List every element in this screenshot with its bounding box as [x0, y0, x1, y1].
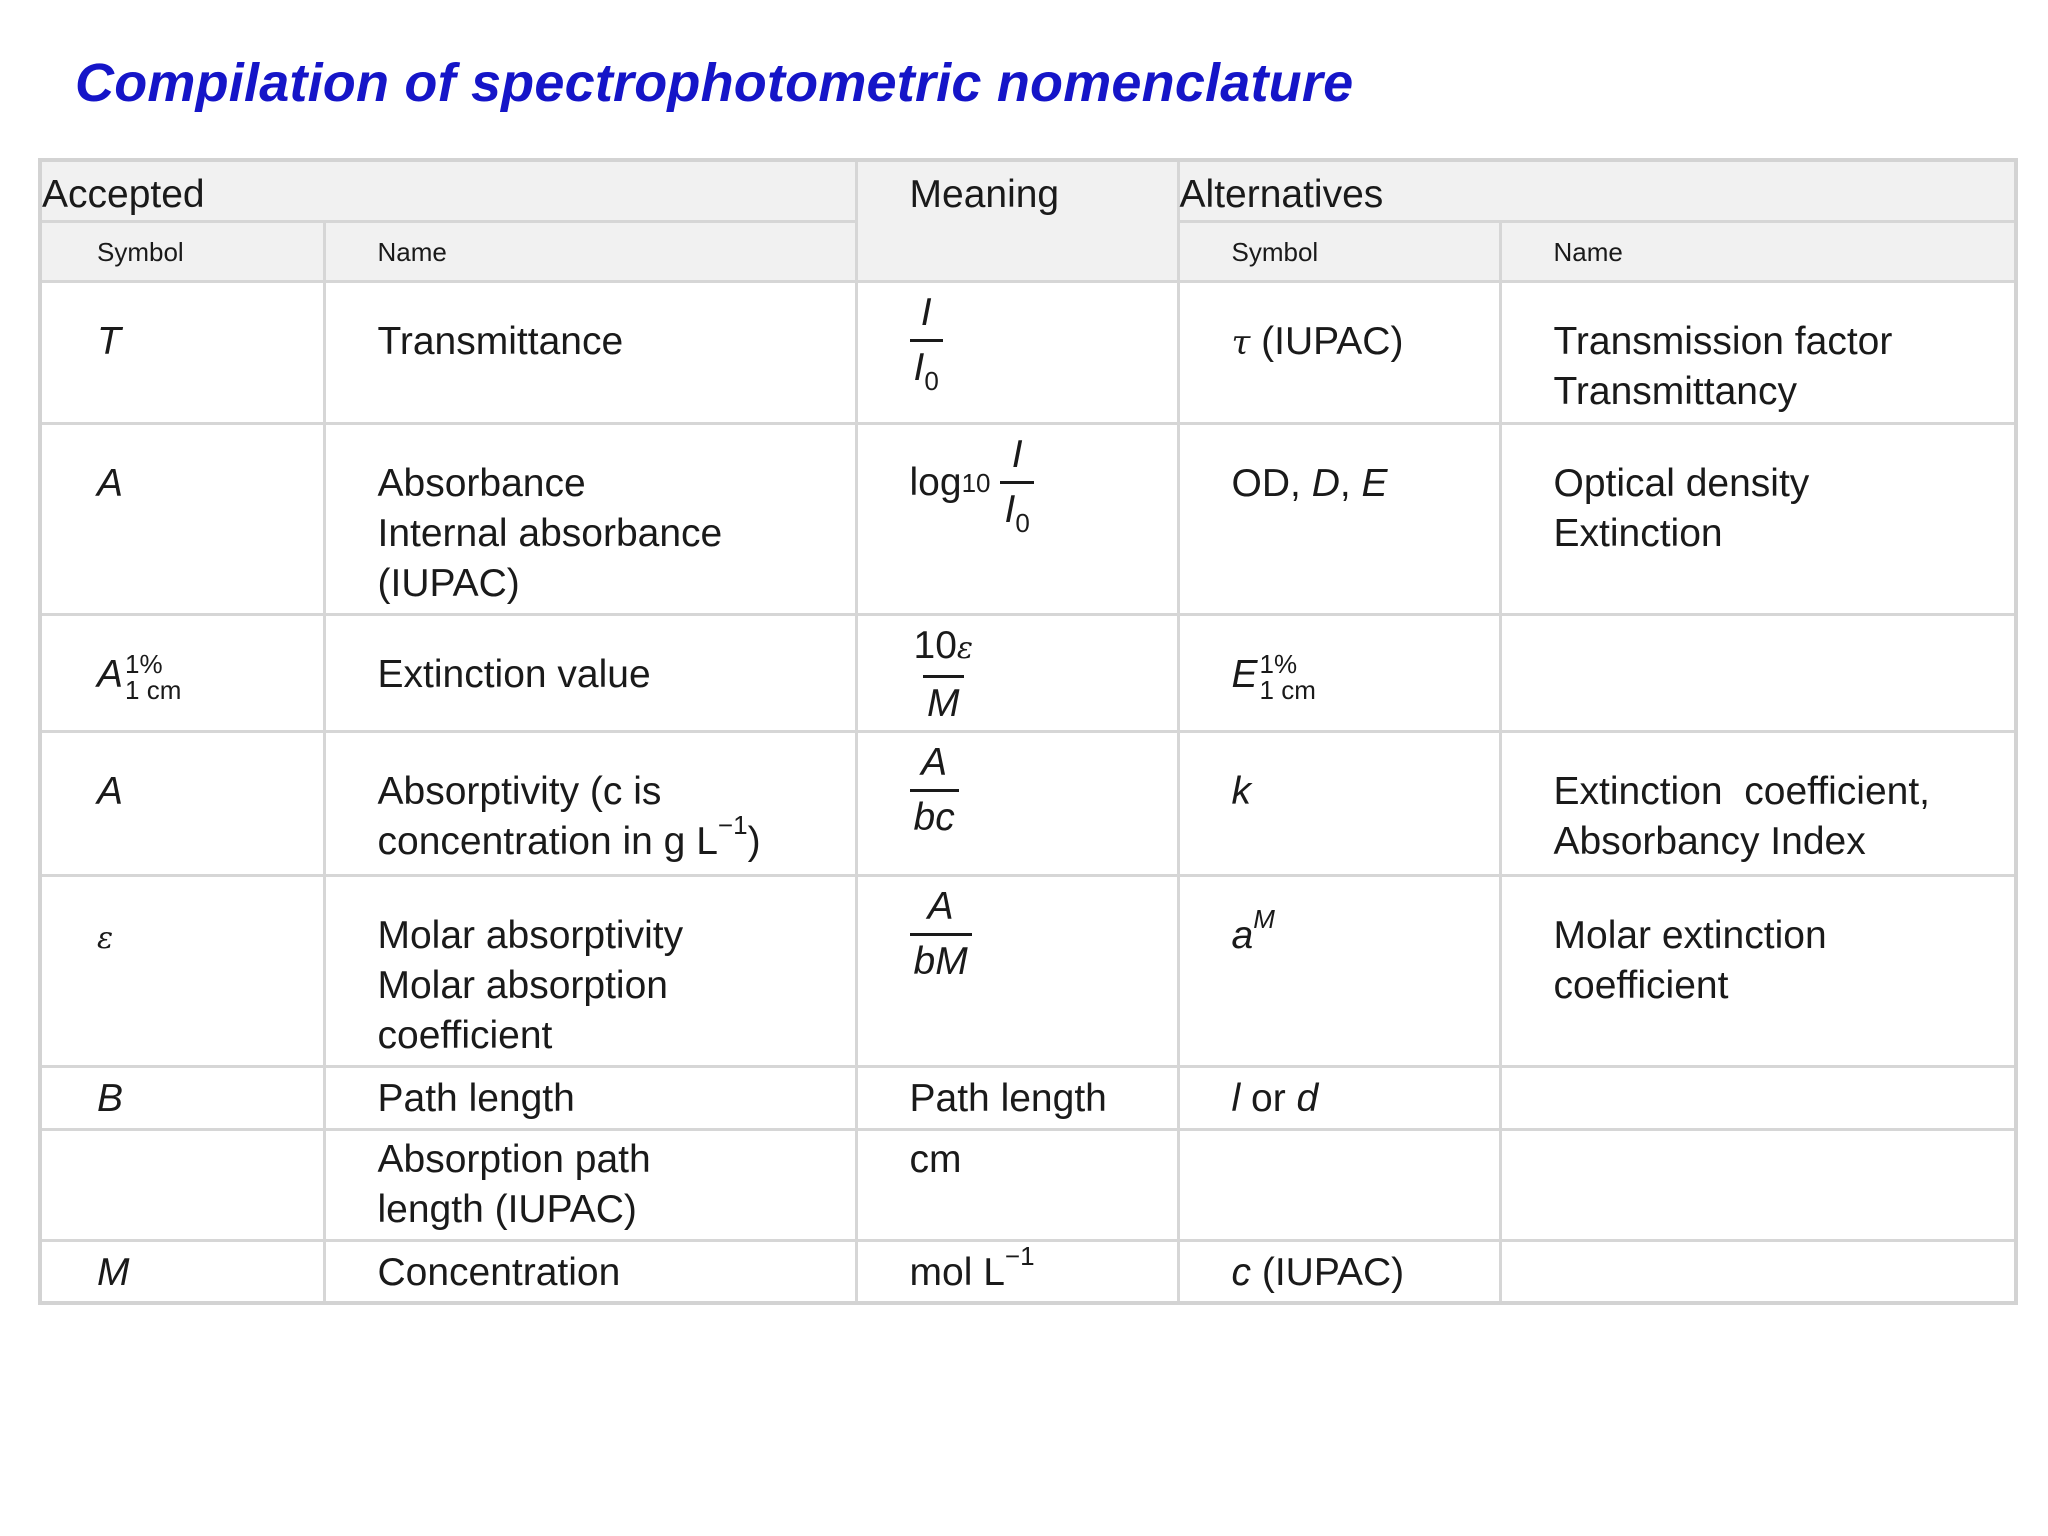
alt-symbol-cell: k — [1178, 732, 1500, 876]
meaning-cell: Path length — [856, 1067, 1178, 1130]
header-symbol: Symbol — [40, 222, 324, 282]
header-alt-name: Name — [1500, 222, 2016, 282]
header-alt-symbol: Symbol — [1178, 222, 1500, 282]
symbol-cell: T — [40, 282, 324, 424]
meaning-cell — [856, 876, 1178, 1067]
alt-name-cell: Transmission factor Transmittancy — [1500, 282, 2016, 424]
alt-name-cell — [1500, 615, 2016, 732]
alt-symbol-cell: l or d — [1178, 1067, 1500, 1130]
meaning-cell: cm — [856, 1130, 1178, 1241]
symbol-cell: M — [40, 1241, 324, 1303]
fraction: $\frac{A}{bc}$ — [910, 737, 959, 844]
fraction: $\frac{I}{I_0}$ — [1000, 429, 1033, 536]
alt-name-cell: Extinction coefficient, Absorbancy Index — [1500, 732, 2016, 876]
name-cell: Concentration — [324, 1241, 856, 1303]
table-row — [40, 732, 2016, 876]
alt-name-cell: Optical density Extinction — [1500, 424, 2016, 615]
page-title: Compilation of spectrophotometric nomenclature — [75, 53, 1354, 113]
meaning-cell — [856, 615, 1178, 732]
name-cell: Absorbance Internal absorbance (IUPAC) — [324, 424, 856, 615]
table-row — [40, 424, 2016, 615]
name-cell: Path length — [324, 1067, 856, 1130]
alt-symbol-cell: OD, D, E — [1178, 424, 1500, 615]
alt-symbol-cell: E 1% 1 cm — [1178, 615, 1500, 732]
symbol-cell: B — [40, 1067, 324, 1130]
header-alternatives: Alternatives — [1178, 160, 2016, 222]
meaning-cell — [856, 732, 1178, 876]
fraction: $\frac{I}{I_0}$ — [910, 287, 943, 394]
meaning-cell — [856, 282, 1178, 424]
name-cell: Transmittance — [324, 282, 856, 424]
alt-symbol-cell: τ (IUPAC) — [1178, 282, 1500, 424]
alt-name-cell — [1500, 1067, 2016, 1130]
header-accepted: Accepted — [40, 160, 856, 222]
symbol-cell: ε — [40, 876, 324, 1067]
alt-name-cell — [1500, 1130, 2016, 1241]
alt-symbol-cell: $a^M$ — [1178, 876, 1500, 1067]
table-row — [40, 615, 2016, 732]
table-row — [40, 1241, 2016, 1303]
nomenclature-table — [38, 158, 2018, 1305]
table-row — [40, 1067, 2016, 1130]
alt-name-cell: Molar extinction coefficient — [1500, 876, 2016, 1067]
fraction: $\frac{A}{bM}$ — [910, 881, 972, 988]
fraction: $\frac{10\varepsilon}{M}$ — [910, 620, 978, 730]
symbol-cell — [40, 1130, 324, 1241]
table-row — [40, 282, 2016, 424]
table-row — [40, 876, 2016, 1067]
name-cell: Absorptivity (c is concentration in g $L^{-1}$) — [324, 732, 856, 876]
alt-name-cell — [1500, 1241, 2016, 1303]
table-row — [40, 1130, 2016, 1241]
name-cell: Molar absorptivity Molar absorption coefficient — [324, 876, 856, 1067]
name-cell: Extinction value — [324, 615, 856, 732]
name-cell: Absorption path length (IUPAC) — [324, 1130, 856, 1241]
alt-symbol-cell: c (IUPAC) — [1178, 1241, 1500, 1303]
header-name: Name — [324, 222, 856, 282]
symbol-cell: A 1% 1 cm — [40, 615, 324, 732]
meaning-cell: log 10 $\frac{I}{I_0}$ — [856, 424, 1178, 615]
symbol-cell: A — [40, 424, 324, 615]
header-meaning: Meaning — [856, 160, 1178, 282]
alt-symbol-cell — [1178, 1130, 1500, 1241]
meaning-cell: mol $L^{-1}$ — [856, 1241, 1178, 1303]
symbol-cell: A — [40, 732, 324, 876]
